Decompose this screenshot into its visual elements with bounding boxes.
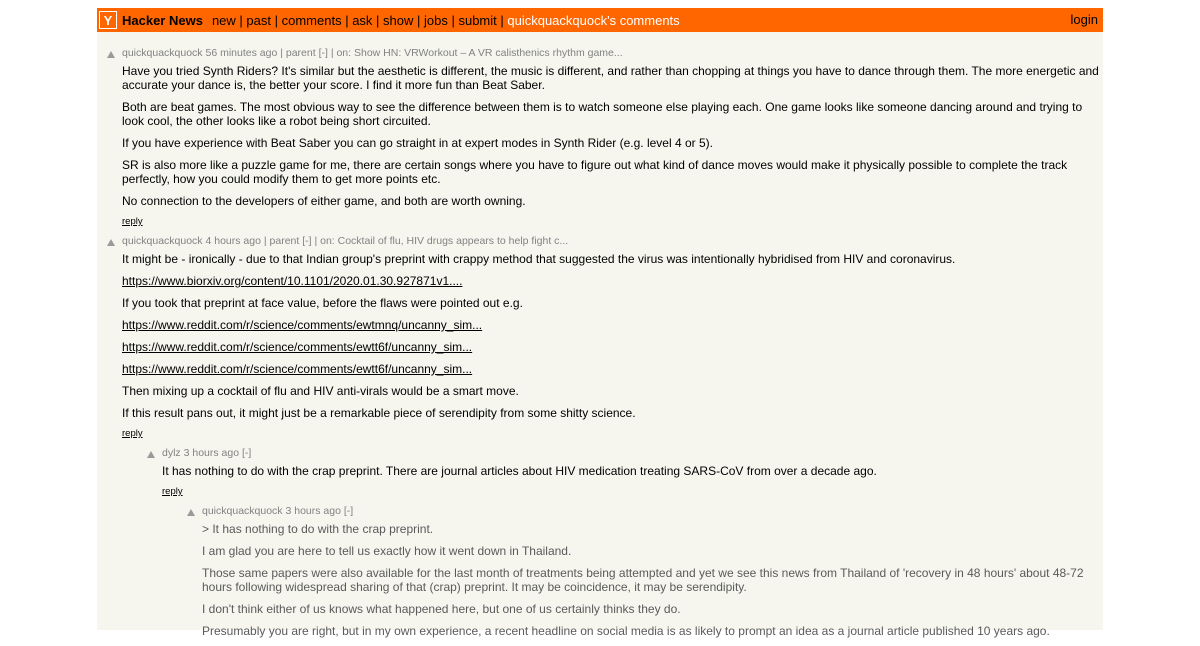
nav-ask[interactable]: ask (352, 12, 373, 28)
nav-jobs[interactable]: jobs (424, 12, 448, 28)
comment-author[interactable]: dylz (162, 447, 181, 459)
comment-age[interactable]: 4 hours ago (205, 235, 261, 247)
parent-link[interactable]: parent (269, 235, 300, 247)
upvote-arrow-icon[interactable] (107, 51, 115, 58)
nav-current-page: quickquackquock's comments (507, 12, 680, 28)
comment-paragraph: Presumably you are right, but in my own experience, a recent headline on social media is as likely to prompt an idea as a journal article published 10 years ago. (202, 624, 1050, 638)
upvote-arrow-icon[interactable] (187, 509, 195, 516)
comment-paragraph: > It has nothing to do with the crap preprint. (202, 522, 434, 536)
external-link[interactable]: https://www.reddit.com/r/science/comments/ewtt6f/uncanny_sim... (122, 340, 473, 354)
nav-separator: | (496, 12, 508, 28)
reply-link[interactable]: reply (122, 428, 143, 439)
comment-paragraph: If you took that preprint at face value, before the flaws were pointed out e.g. (122, 296, 523, 310)
top-bar (97, 8, 1103, 32)
nav-comments[interactable]: comments (281, 12, 342, 28)
page-container (97, 8, 1103, 638)
comment-text (122, 252, 1102, 428)
comment-paragraph: It has nothing to do with the crap preprint. There are journal articles about HIV medication treating SARS-CoV from over a decade ago. (162, 464, 877, 478)
nav-separator: | (341, 12, 353, 28)
comment-meta: quickquackquock 56 minutes ago | parent [-] | on: Show HN: VRWorkout – A VR calisthenics rhythm game... (122, 47, 623, 59)
comment-paragraph: If you have experience with Beat Saber you can go straight in at expert modes in Synth Rider (e.g. level 4 or 5). (122, 136, 713, 150)
nav-new[interactable]: new (211, 12, 236, 28)
comment-meta (162, 447, 251, 459)
collapse-toggle[interactable]: [-] (302, 235, 312, 247)
nav-separator: | (271, 12, 282, 28)
comment-paragraph: Then mixing up a cocktail of flu and HIV anti-virals would be a smart move. (122, 384, 519, 398)
comment-paragraph: I don't think either of us knows what happened here, but one of us certainly thinks they do. (202, 602, 681, 616)
nav-past[interactable]: past (246, 12, 271, 28)
parent-link[interactable]: parent (285, 47, 316, 59)
comment-paragraph: If this result pans out, it might just be a remarkable piece of serendipity from some shitty science. (122, 406, 636, 420)
site-name-link[interactable]: Hacker News (122, 12, 203, 28)
comment-meta: quickquackquock 4 hours ago | parent [-] | on: Cocktail of flu, HIV drugs appears to help fight c... (122, 235, 569, 247)
login-link[interactable]: login (1070, 12, 1098, 27)
comment-age[interactable]: 3 hours ago (183, 447, 240, 459)
external-link[interactable]: https://www.biorxiv.org/content/10.1101/2020.01.30.927871v1.... (122, 274, 463, 288)
nav-separator: | (413, 12, 424, 28)
story-link[interactable]: on: Show HN: VRWorkout – A VR calisthenics rhythm game... (336, 47, 623, 59)
external-link[interactable]: https://www.reddit.com/r/science/comments/ewtt6f/uncanny_sim... (122, 362, 473, 376)
story-link[interactable]: on: Cocktail of flu, HIV drugs appears to help fight c... (320, 235, 569, 247)
comment-paragraph: Those same papers were also available for the last month of treatments being attempted and yet we see this news from Thailand of 'recovery in 48 hours' about 48-72 hours following widespread sharing of that (crap) preprint. It may be coincidence, it may be serendipity. (202, 566, 1084, 594)
comment-text (202, 522, 1100, 646)
comment-age[interactable]: 3 hours ago (285, 505, 341, 517)
nav-links (212, 13, 680, 28)
upvote-arrow-icon[interactable] (147, 451, 155, 458)
reply-link[interactable]: reply (122, 216, 143, 227)
hn-logo[interactable]: Y (99, 11, 117, 29)
comment-author[interactable]: quickquackquock (122, 235, 203, 247)
reply-link[interactable]: reply (162, 486, 183, 497)
nav-separator: | (372, 12, 384, 28)
comment-paragraph: It might be - ironically - due to that Indian group's preprint with crappy method that suggested the virus was intentionally hybridised from HIV and coronavirus. (122, 252, 956, 266)
comment-author[interactable]: quickquackquock (202, 505, 283, 517)
comment-meta (202, 505, 353, 517)
comment-text (122, 64, 1102, 216)
collapse-toggle[interactable]: [-] (242, 447, 252, 459)
nav-separator: | (447, 12, 459, 28)
comment-author[interactable]: quickquackquock (122, 47, 203, 59)
comment-paragraph: I am glad you are here to tell us exactly how it went down in Thailand. (202, 544, 572, 558)
comment-paragraph: Both are beat games. The most obvious way to see the difference between them is to watch someone else playing each. One game looks like someone dancing around and trying to look cool, the other looks like a robot being short circuited. (122, 100, 1083, 128)
external-link[interactable]: https://www.reddit.com/r/science/comments/ewtmnq/uncanny_sim... (122, 318, 483, 332)
comment-paragraph: No connection to the developers of either game, and both are worth owning. (122, 194, 526, 208)
comment-paragraph: Have you tried Synth Riders? It's similar but the aesthetic is different, the music is different, and rather than chopping at things you have to dance through them. The more energetic and accurate your dance is, the better your score. I find it more fun than Beat Saber. (122, 64, 1099, 92)
nav-separator: | (235, 12, 247, 28)
upvote-arrow-icon[interactable] (107, 239, 115, 246)
nav-show[interactable]: show (383, 12, 414, 28)
nav-submit[interactable]: submit (458, 12, 497, 28)
comment-age[interactable]: 56 minutes ago (205, 47, 278, 59)
collapse-toggle[interactable]: [-] (318, 47, 328, 59)
collapse-toggle[interactable]: [-] (343, 505, 354, 517)
comment-text (162, 464, 1102, 486)
comment-paragraph: SR is also more like a puzzle game for me, there are certain songs where you have to figure out what kind of dance moves would make it physically possible to complete the track perfectly, how you could modify them to get more points etc. (122, 158, 1068, 186)
